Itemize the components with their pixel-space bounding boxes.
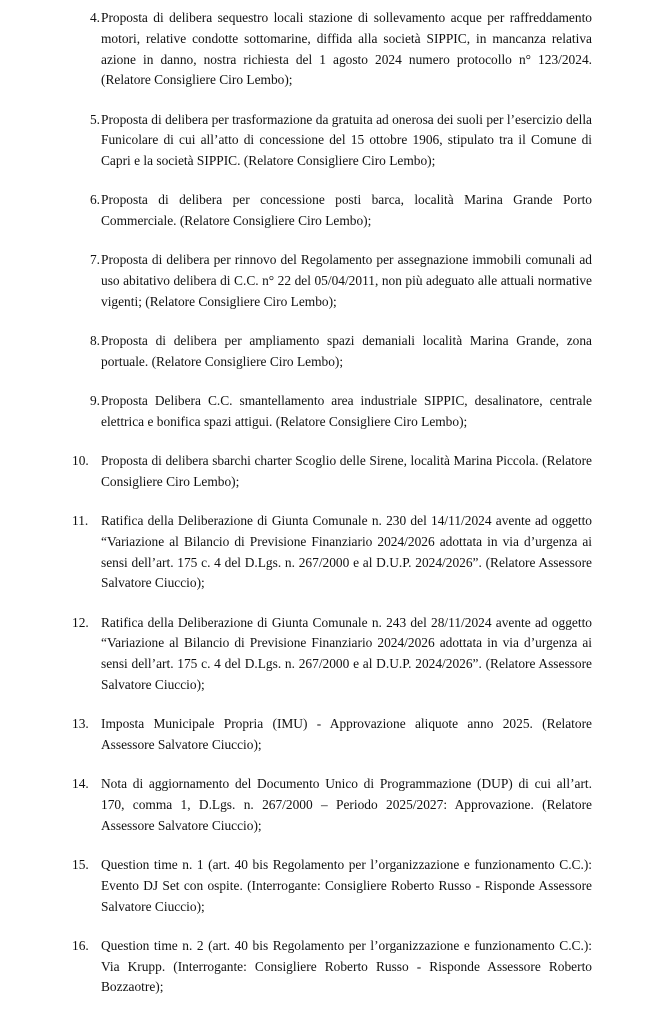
- agenda-item-text: Proposta di delibera per ampliamento spazi demaniali località Marina Grande, zona portuale. (Relatore Consigliere Ciro Lembo);: [101, 333, 592, 369]
- agenda-item-number: 16.: [72, 937, 89, 953]
- agenda-item-11: [72, 511, 592, 594]
- agenda-item-text: Question time n. 2 (art. 40 bis Regolamento per l’organizzazione e funzionamento C.C.): Via Krupp. (Interrogante: Consigliere Roberto Russo - Risponde Assessore Roberto Bozzaotre);: [101, 937, 592, 995]
- agenda-list: [72, 8, 592, 1017]
- agenda-item-number: 15.: [72, 857, 89, 872]
- agenda-item-text: Proposta di delibera per trasformazione da gratuita ad onerosa dei suoli per l’esercizio della Funicolare di cui all’atto di concessione del 15 ottobre 1906, stipulato tra il Comune di Capri e la società SIPPIC. (Relatore Consigliere Ciro Lembo);: [101, 111, 592, 169]
- agenda-item-8: [76, 331, 592, 373]
- agenda-item-text: Proposta di delibera sequestro locali stazione di sollevamento acque per raffreddamento motori, relative condotte sottomarine, diffida alla società SIPPIC, in mancanza relativa azione in danno, nostra richiesta del 1 agosto 2024 numero protocollo n° 123/2024. (Relatore Consigliere Ciro Lembo);: [101, 10, 592, 88]
- agenda-item-number: 14.: [72, 776, 89, 792]
- agenda-item-number: 5.: [89, 111, 100, 127]
- agenda-item-number: 12.: [72, 614, 89, 630]
- agenda-item-number: 13.: [72, 716, 89, 732]
- agenda-item-13: [72, 714, 592, 756]
- agenda-item-number: 7.: [89, 252, 100, 268]
- agenda-item-4: [76, 8, 592, 91]
- agenda-item-15: [72, 855, 592, 917]
- agenda-item-12: [72, 613, 592, 696]
- agenda-item-10: [72, 451, 592, 493]
- agenda-item-number: 4.: [89, 10, 100, 25]
- agenda-item-text: Proposta di delibera per rinnovo del Regolamento per assegnazione immobili comunali ad uso abitativo delibera di C.C. n° 22 del 05/04/2011, non più adeguato alle attuali normative vigenti; (Relatore Consigliere Ciro Lembo);: [101, 252, 592, 309]
- agenda-item-6: [76, 190, 592, 232]
- agenda-item-9: [76, 391, 592, 433]
- agenda-item-text: Question time n. 1 (art. 40 bis Regolamento per l’organizzazione e funzionamento C.C.): Evento DJ Set con ospite. (Interrogante: Consigliere Roberto Russo - Risponde Assessore Salvatore Ciuccio);: [101, 857, 592, 914]
- agenda-item-text: Ratifica della Deliberazione di Giunta Comunale n. 230 del 14/11/2024 avente ad oggetto “Variazione al Bilancio di Previsione Finanziario 2024/2026 adottata in via d’urgenza ai sensi dell’art. 175 c. 4 del D.Lgs. n. 267/2000 e al D.U.P. 2024/2026”. (Relatore Assessore Salvatore Ciuccio);: [101, 513, 592, 591]
- agenda-item-number: 11.: [72, 513, 89, 529]
- agenda-item-number: 8.: [89, 333, 100, 349]
- agenda-item-text: Proposta di delibera sbarchi charter Scoglio delle Sirene, località Marina Piccola. (Relatore Consigliere Ciro Lembo);: [101, 453, 592, 489]
- agenda-item-5: [76, 110, 592, 172]
- agenda-item-16: [72, 936, 592, 998]
- agenda-item-number: 6.: [89, 192, 100, 208]
- agenda-item-number: 10.: [72, 453, 89, 469]
- agenda-item-text: Proposta Delibera C.C. smantellamento area industriale SIPPIC, desalinatore, centrale elettrica e bonifica spazi attigui. (Relatore Consigliere Ciro Lembo);: [101, 393, 592, 429]
- agenda-item-text: Imposta Municipale Propria (IMU) - Approvazione aliquote anno 2025. (Relatore Assessore Salvatore Ciuccio);: [101, 716, 592, 753]
- agenda-item-7: [76, 250, 592, 312]
- agenda-item-14: [72, 774, 592, 836]
- agenda-item-number: 9.: [89, 393, 100, 409]
- agenda-item-text: Nota di aggiornamento del Documento Unico di Programmazione (DUP) di cui all’art. 170, comma 1, D.Lgs. n. 267/2000 – Periodo 2025/2027: Approvazione. (Relatore Assessore Salvatore Ciuccio);: [101, 776, 592, 833]
- agenda-item-text: Proposta di delibera per concessione posti barca, località Marina Grande Porto Commerciale. (Relatore Consigliere Ciro Lembo);: [101, 192, 592, 229]
- agenda-item-text: Ratifica della Deliberazione di Giunta Comunale n. 243 del 28/11/2024 avente ad oggetto “Variazione al Bilancio di Previsione Finanziario 2024/2026 adottata in via d’urgenza ai sensi dell’art. 175 c. 4 del D.Lgs. n. 267/2000 e al D.U.P. 2024/2026”. (Relatore Assessore Salvatore Ciuccio);: [101, 614, 592, 693]
